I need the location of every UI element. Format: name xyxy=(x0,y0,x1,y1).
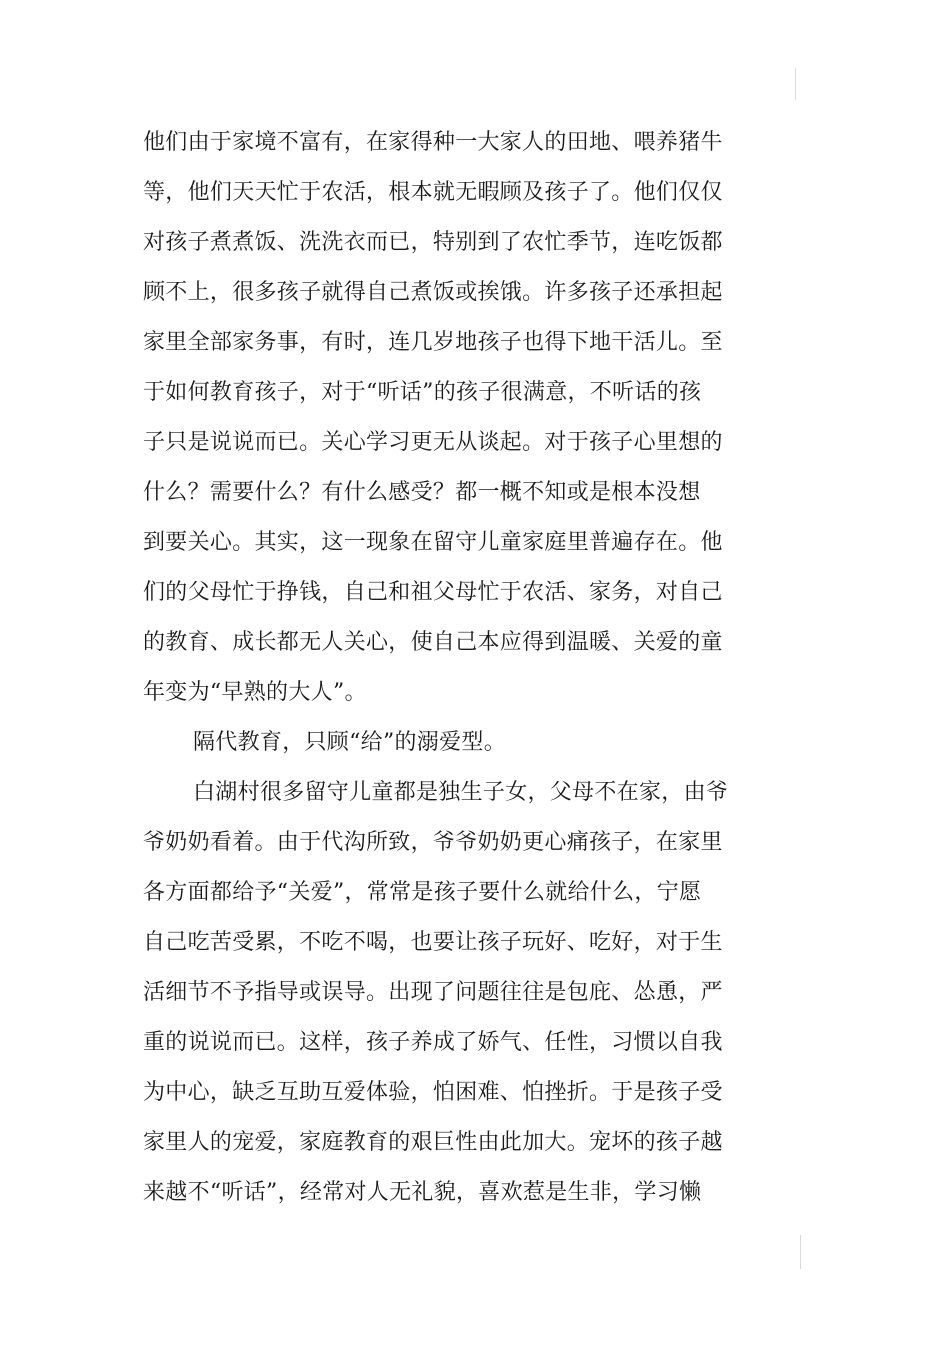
document-body xyxy=(143,118,743,1218)
text-line: 于如何教育孩子，对于“听话”的孩子很满意，不听话的孩 xyxy=(143,380,702,405)
text-line: 家里全部家务事，有时，连几岁地孩子也得下地干活儿。至 xyxy=(143,330,723,355)
page-corner-mark-bottom xyxy=(800,1235,801,1269)
text-line: 等，他们天天忙于农活，根本就无暇顾及孩子了。他们仅仅 xyxy=(143,180,723,205)
text-line: 子只是说说而已。关心学习更无从谈起。对于孩子心里想的 xyxy=(143,430,723,455)
text-line: 重的说说而已。这样，孩子养成了娇气、任性，习惯以自我 xyxy=(143,1030,723,1055)
text-line: 爷奶奶看着。由于代沟所致，爷爷奶奶更心痛孩子，在家里 xyxy=(143,830,723,855)
text-line: 的教育、成长都无人关心，使自己本应得到温暖、关爱的童 xyxy=(143,630,723,655)
text-line: 隔代教育，只顾“给”的溺爱型。 xyxy=(193,730,506,755)
text-line: 为中心，缺乏互助互爱体验，怕困难、怕挫折。于是孩子受 xyxy=(143,1080,723,1105)
text-line: 他们由于家境不富有，在家得种一大家人的田地、喂养猪牛 xyxy=(143,130,723,155)
text-line: 顾不上，很多孩子就得自己煮饭或挨饿。许多孩子还承担起 xyxy=(143,280,723,305)
text-line: 家里人的宠爱，家庭教育的艰巨性由此加大。宠坏的孩子越 xyxy=(143,1130,723,1155)
page-corner-mark-top xyxy=(795,68,796,100)
text-line: 对孩子煮煮饭、洗洗衣而已，特别到了农忙季节，连吃饭都 xyxy=(143,230,723,255)
text-line: 们的父母忙于挣钱，自己和祖父母忙于农活、家务，对自己 xyxy=(143,580,723,605)
text-line: 来越不“听话”，经常对人无礼貌，喜欢惹是生非，学习懒 xyxy=(143,1180,702,1205)
text-line: 自己吃苦受累，不吃不喝，也要让孩子玩好、吃好，对于生 xyxy=(143,930,723,955)
text-line: 到要关心。其实，这一现象在留守儿童家庭里普遍存在。他 xyxy=(143,530,723,555)
text-line: 活细节不予指导或误导。出现了问题往往是包庇、怂恿，严 xyxy=(143,980,723,1005)
text-line: 年变为“早熟的大人”。 xyxy=(143,680,367,705)
text-line: 什么？需要什么？有什么感受？都一概不知或是根本没想 xyxy=(143,480,701,505)
text-line: 各方面都给予“关爱”，常常是孩子要什么就给什么，宁愿 xyxy=(143,880,702,905)
text-line: 白湖村很多留守儿童都是独生子女，父母不在家，由爷 xyxy=(193,780,729,805)
